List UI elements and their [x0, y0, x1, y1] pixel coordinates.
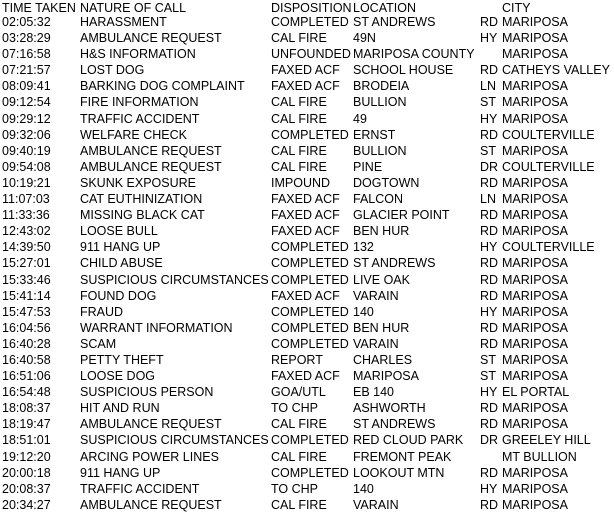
cell-street-suffix: HY [480, 240, 498, 255]
cell-city: MARIPOSA [502, 208, 568, 223]
cell-time-taken: 18:08:37 [2, 401, 51, 416]
cell-time-taken: 18:19:47 [2, 417, 51, 432]
cell-time-taken: 15:33:46 [2, 272, 51, 287]
cell-city: MARIPOSA [502, 465, 568, 480]
cell-time-taken: 14:39:50 [2, 240, 51, 255]
cell-disposition: FAXED ACF [271, 224, 340, 239]
cell-city: MARIPOSA [502, 175, 568, 190]
cell-street-suffix: RD [480, 417, 499, 432]
cell-disposition: GOA/UTL [271, 385, 326, 400]
cell-nature-of-call: FIRE INFORMATION [80, 95, 199, 110]
cell-location: PINE [353, 159, 383, 174]
cell-disposition: COMPLETED [271, 240, 349, 255]
cell-street-suffix: LN [480, 192, 496, 207]
cell-city: MARIPOSA [502, 272, 568, 287]
table-row [2, 272, 614, 288]
cell-city: MARIPOSA [502, 369, 568, 384]
table-row [2, 191, 614, 207]
cell-disposition: REPORT [271, 352, 323, 367]
cell-disposition: COMPLETED [271, 272, 349, 287]
cell-time-taken: 15:41:14 [2, 288, 51, 303]
cell-nature-of-call: WELFARE CHECK [80, 127, 187, 142]
table-row [2, 400, 614, 416]
cell-nature-of-call: AMBULANCE REQUEST [80, 497, 222, 512]
cell-nature-of-call: H&S INFORMATION [80, 47, 196, 62]
cell-city: MARIPOSA [502, 304, 568, 319]
cell-time-taken: 09:32:06 [2, 127, 51, 142]
cell-time-taken: 09:12:54 [2, 95, 51, 110]
cell-city: COULTERVILLE [502, 240, 595, 255]
cell-location: 132 [353, 240, 374, 255]
cell-disposition: FAXED ACF [271, 192, 340, 207]
cell-nature-of-call: 911 HANG UP [80, 465, 161, 480]
cell-city: MARIPOSA [502, 31, 568, 46]
cell-disposition: TO CHP [271, 481, 318, 496]
cell-city: MARIPOSA [502, 288, 568, 303]
cell-disposition: UNFOUNDED [271, 47, 351, 62]
cell-location: BULLION [353, 143, 407, 158]
cell-time-taken: 08:09:41 [2, 79, 51, 94]
cell-location: ST ANDREWS [353, 15, 436, 29]
cell-location: 49N [353, 31, 376, 46]
column-header-row [2, 0, 614, 14]
cell-nature-of-call: 911 HANG UP [80, 240, 161, 255]
cell-street-suffix: RD [480, 15, 499, 29]
cell-location: BRODEIA [353, 79, 410, 94]
cell-street-suffix: RD [480, 497, 499, 512]
cell-time-taken: 07:16:58 [2, 47, 51, 62]
cell-city: MARIPOSA [502, 336, 568, 351]
cell-street-suffix: RD [480, 401, 499, 416]
cell-nature-of-call: HIT AND RUN [80, 401, 160, 416]
cell-location: ST ANDREWS [353, 417, 436, 432]
cell-time-taken: 16:40:28 [2, 336, 51, 351]
table-row [2, 94, 614, 110]
cell-city: MARIPOSA [502, 256, 568, 271]
cell-location: VARAIN [353, 497, 399, 512]
cell-location: EB 140 [353, 385, 395, 400]
cell-location: BEN HUR [353, 320, 410, 335]
cell-location: BULLION [353, 95, 407, 110]
header-location: LOCATION [353, 1, 416, 15]
cell-street-suffix: RD [480, 256, 499, 271]
table-row [2, 223, 614, 239]
call-log-rows [2, 14, 614, 513]
cell-nature-of-call: LOST DOG [80, 63, 145, 78]
table-row [2, 384, 614, 400]
cell-time-taken: 09:54:08 [2, 159, 51, 174]
table-row [2, 320, 614, 336]
cell-disposition: IMPOUND [271, 175, 331, 190]
cell-nature-of-call: FRAUD [80, 304, 124, 319]
table-row [2, 46, 614, 62]
cell-nature-of-call: AMBULANCE REQUEST [80, 159, 222, 174]
cell-location: LOOKOUT MTN [353, 465, 445, 480]
cell-disposition: FAXED ACF [271, 63, 340, 78]
cell-time-taken: 12:43:02 [2, 224, 51, 239]
cell-location: 49 [353, 111, 367, 126]
cell-street-suffix: HY [480, 481, 498, 496]
cell-city: MT BULLION [502, 449, 577, 464]
table-row [2, 239, 614, 255]
cell-city: MARIPOSA [502, 224, 568, 239]
cell-time-taken: 16:54:48 [2, 385, 51, 400]
cell-nature-of-call: SKUNK EXPOSURE [80, 175, 197, 190]
table-row [2, 255, 614, 271]
cell-time-taken: 16:40:58 [2, 352, 51, 367]
cell-city: MARIPOSA [502, 192, 568, 207]
cell-nature-of-call: CAT EUTHINIZATION [80, 192, 203, 207]
cell-nature-of-call: CHILD ABUSE [80, 256, 163, 271]
cell-location: SCHOOL HOUSE [353, 63, 454, 78]
cell-time-taken: 15:47:53 [2, 304, 51, 319]
table-row [2, 127, 614, 143]
cell-street-suffix: RD [480, 272, 499, 287]
cell-disposition: CAL FIRE [271, 31, 327, 46]
cell-street-suffix: DR [480, 159, 499, 174]
cell-nature-of-call: AMBULANCE REQUEST [80, 31, 222, 46]
cell-disposition: COMPLETED [271, 127, 349, 142]
cell-time-taken: 20:34:27 [2, 497, 51, 512]
cell-nature-of-call: SUSPICIOUS CIRCUMSTANCES [80, 272, 269, 287]
table-row [2, 30, 614, 46]
cell-disposition: COMPLETED [271, 336, 349, 351]
cell-street-suffix: HY [480, 385, 498, 400]
cell-nature-of-call: SUSPICIOUS CIRCUMSTANCES [80, 433, 269, 448]
table-row [2, 78, 614, 94]
cell-street-suffix: RD [480, 465, 499, 480]
cell-time-taken: 09:40:19 [2, 143, 51, 158]
cell-location: MARIPOSA [353, 369, 419, 384]
cell-time-taken: 02:05:32 [2, 15, 51, 29]
header-nature-of-call: NATURE OF CALL [80, 1, 187, 15]
cell-street-suffix: RD [480, 288, 499, 303]
cell-nature-of-call: BARKING DOG COMPLAINT [80, 79, 245, 94]
cell-street-suffix: RD [480, 224, 499, 239]
header-city: CITY [502, 1, 531, 15]
cell-time-taken: 10:19:21 [2, 175, 51, 190]
cell-street-suffix: RD [480, 208, 499, 223]
cell-street-suffix: ST [480, 95, 496, 110]
cell-city: EL PORTAL [502, 385, 570, 400]
table-row [2, 304, 614, 320]
cell-nature-of-call: AMBULANCE REQUEST [80, 143, 222, 158]
cell-disposition: FAXED ACF [271, 369, 340, 384]
cell-disposition: COMPLETED [271, 256, 349, 271]
cell-city: MARIPOSA [502, 111, 568, 126]
cell-city: MARIPOSA [502, 481, 568, 496]
cell-location: 140 [353, 481, 374, 496]
cell-nature-of-call: AMBULANCE REQUEST [80, 417, 222, 432]
cell-street-suffix: HY [480, 304, 498, 319]
cell-disposition: FAXED ACF [271, 208, 340, 223]
cell-nature-of-call: MISSING BLACK CAT [80, 208, 205, 223]
table-row [2, 159, 614, 175]
cell-time-taken: 07:21:57 [2, 63, 51, 78]
call-log-table [2, 0, 614, 513]
cell-time-taken: 09:29:12 [2, 111, 51, 126]
cell-nature-of-call: TRAFFIC ACCIDENT [80, 481, 200, 496]
cell-city: MARIPOSA [502, 15, 568, 29]
cell-city: MARIPOSA [502, 143, 568, 158]
cell-location: ASHWORTH [353, 401, 426, 416]
cell-disposition: CAL FIRE [271, 449, 327, 464]
cell-street-suffix: DR [480, 433, 499, 448]
cell-city: MARIPOSA [502, 497, 568, 512]
cell-location: MARIPOSA COUNTY [353, 47, 475, 62]
table-row [2, 481, 614, 497]
cell-nature-of-call: TRAFFIC ACCIDENT [80, 111, 200, 126]
cell-nature-of-call: LOOSE DOG [80, 369, 156, 384]
cell-street-suffix: ST [480, 369, 496, 384]
table-row [2, 449, 614, 465]
cell-city: MARIPOSA [502, 79, 568, 94]
cell-street-suffix: RD [480, 336, 499, 351]
cell-disposition: FAXED ACF [271, 79, 340, 94]
cell-city: MARIPOSA [502, 401, 568, 416]
cell-nature-of-call: SUSPICIOUS PERSON [80, 385, 214, 400]
cell-nature-of-call: SCAM [80, 336, 117, 351]
table-row [2, 207, 614, 223]
cell-time-taken: 03:28:29 [2, 31, 51, 46]
cell-time-taken: 20:08:37 [2, 481, 51, 496]
cell-street-suffix: RD [480, 320, 499, 335]
cell-nature-of-call: LOOSE BULL [80, 224, 158, 239]
cell-time-taken: 18:51:01 [2, 433, 51, 448]
cell-time-taken: 20:00:18 [2, 465, 51, 480]
cell-street-suffix: RD [480, 63, 499, 78]
cell-location: ERNST [353, 127, 396, 142]
table-row [2, 175, 614, 191]
cell-disposition: COMPLETED [271, 320, 349, 335]
cell-disposition: CAL FIRE [271, 159, 327, 174]
cell-location: GLACIER POINT [353, 208, 450, 223]
table-row [2, 497, 614, 513]
table-row [2, 288, 614, 304]
cell-disposition: CAL FIRE [271, 111, 327, 126]
cell-time-taken: 16:04:56 [2, 320, 51, 335]
table-row [2, 143, 614, 159]
cell-location: FREMONT PEAK [353, 449, 452, 464]
cell-city: CATHEYS VALLEY [502, 63, 610, 78]
cell-disposition: CAL FIRE [271, 95, 327, 110]
cell-street-suffix: HY [480, 31, 498, 46]
cell-street-suffix: HY [480, 111, 498, 126]
cell-city: MARIPOSA [502, 47, 568, 62]
cell-disposition: COMPLETED [271, 433, 349, 448]
cell-city: COULTERVILLE [502, 159, 595, 174]
cell-city: GREELEY HILL [502, 433, 591, 448]
cell-nature-of-call: ARCING POWER LINES [80, 449, 219, 464]
cell-location: BEN HUR [353, 224, 410, 239]
cell-location: VARAIN [353, 288, 399, 303]
cell-disposition: CAL FIRE [271, 143, 327, 158]
cell-disposition: TO CHP [271, 401, 318, 416]
cell-time-taken: 19:12:20 [2, 449, 51, 464]
cell-disposition: COMPLETED [271, 15, 349, 29]
cell-location: FALCON [353, 192, 404, 207]
cell-street-suffix: RD [480, 127, 499, 142]
cell-time-taken: 15:27:01 [2, 256, 51, 271]
cell-time-taken: 11:33:36 [2, 208, 50, 223]
table-row [2, 14, 614, 30]
cell-location: CHARLES [353, 352, 413, 367]
cell-nature-of-call: PETTY THEFT [80, 352, 164, 367]
cell-location: VARAIN [353, 336, 399, 351]
table-row [2, 465, 614, 481]
table-row [2, 368, 614, 384]
cell-city: MARIPOSA [502, 417, 568, 432]
cell-street-suffix: LN [480, 79, 496, 94]
table-row [2, 416, 614, 432]
cell-city: MARIPOSA [502, 352, 568, 367]
cell-nature-of-call: WARRANT INFORMATION [80, 320, 233, 335]
cell-street-suffix: ST [480, 352, 496, 367]
cell-location: RED CLOUD PARK [353, 433, 464, 448]
table-row [2, 336, 614, 352]
cell-disposition: COMPLETED [271, 465, 349, 480]
cell-time-taken: 16:51:06 [2, 369, 51, 384]
cell-city: MARIPOSA [502, 95, 568, 110]
cell-location: 140 [353, 304, 374, 319]
cell-city: MARIPOSA [502, 320, 568, 335]
table-row [2, 432, 614, 448]
table-row [2, 62, 614, 78]
cell-street-suffix: ST [480, 143, 496, 158]
cell-street-suffix: RD [480, 175, 499, 190]
cell-time-taken: 11:07:03 [2, 192, 50, 207]
cell-location: ST ANDREWS [353, 256, 436, 271]
cell-disposition: FAXED ACF [271, 288, 340, 303]
cell-disposition: CAL FIRE [271, 497, 327, 512]
cell-location: LIVE OAK [353, 272, 410, 287]
cell-disposition: COMPLETED [271, 304, 349, 319]
cell-nature-of-call: FOUND DOG [80, 288, 157, 303]
cell-city: COULTERVILLE [502, 127, 595, 142]
cell-nature-of-call: HARASSMENT [80, 15, 167, 29]
header-time-taken: TIME TAKEN [2, 1, 76, 15]
table-row [2, 352, 614, 368]
cell-location: DOGTOWN [353, 175, 420, 190]
cell-disposition: CAL FIRE [271, 417, 327, 432]
header-disposition: DISPOSITION [271, 1, 352, 15]
table-row [2, 111, 614, 127]
